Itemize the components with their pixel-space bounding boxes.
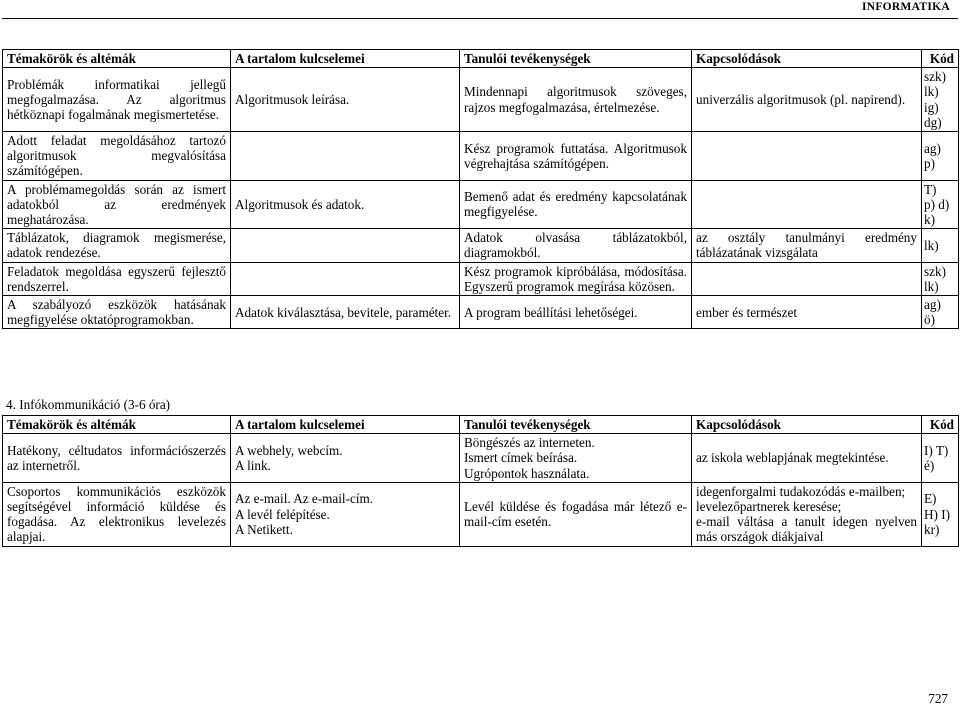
connection-line: levelezőpartnerek keresése; (696, 499, 842, 515)
running-header-title: INFORMATIKA (861, 1, 950, 13)
code-entry: é) (924, 458, 935, 473)
connection-cell (692, 262, 922, 295)
table-row (3, 482, 959, 546)
code-cell (922, 68, 959, 132)
connection-cell: ember és természet (692, 296, 922, 329)
code-entry: lk) (924, 84, 939, 100)
column-header-code: Kód (922, 416, 959, 434)
activity-line: Ugrópontok használata. (464, 465, 590, 481)
header-rule (2, 18, 958, 19)
content-cell (231, 229, 460, 262)
content-line: A webhely, webcím. (235, 442, 343, 458)
column-header-connections: Kapcsolódások (692, 416, 922, 434)
connection-cell: az iskola weblapjának megtekintése. (692, 434, 922, 483)
table-row (3, 229, 959, 262)
code-entry: I) T) (924, 442, 949, 458)
code-entry: p) d) (924, 196, 950, 212)
column-header-topics: Témakörök és altémák (3, 416, 231, 434)
activity-cell: A program beállítási lehetőségei. (460, 296, 692, 329)
table-row (3, 132, 959, 181)
column-header-activities: Tanulói tevékenységek (460, 50, 692, 68)
table-row (3, 68, 959, 132)
topic-cell: Feladatok megoldása egyszerű fejlesztő rendszerrel. (3, 262, 231, 295)
topic-cell: Hatékony, céltudatos információszerzés az internetről. (3, 434, 231, 483)
content-line: Az e-mail. Az e-mail-cím. (235, 491, 374, 507)
code-cell (922, 180, 959, 229)
curriculum-table-infocommunication (2, 415, 959, 547)
column-header-topics: Témakörök és altémák (3, 50, 231, 68)
code-entry: H) I) (924, 506, 950, 522)
column-header-code: Kód (922, 50, 959, 68)
content-cell: Algoritmusok és adatok. (231, 180, 460, 229)
code-entry: E) (924, 491, 937, 507)
content-line: A levél felépítése. (235, 506, 330, 522)
content-cell: Algoritmusok leírása. (231, 68, 460, 132)
content-cell (231, 262, 460, 295)
code-cell (922, 296, 959, 329)
activity-cell: Bemenő adat és eredmény kapcsolatának megfigyelése. (460, 180, 692, 229)
section-title: 4. Infókommunikáció (3-6 óra) (6, 397, 171, 412)
activity-cell: Kész programok futtatása. Algoritmusok végrehajtása számítógépen. (460, 132, 692, 181)
activity-cell: Adatok olvasása táblázatokból, diagramokból. (460, 229, 692, 262)
content-line: A Netikett. (235, 521, 293, 537)
activity-cell: Kész programok kipróbálása, módosítása. Egyszerű programok megírása közösen. (460, 262, 692, 295)
topic-cell: A problémamegoldás során az ismert adatokból az eredmények meghatározása. (3, 180, 231, 229)
column-header-activities: Tanulói tevékenységek (460, 416, 692, 434)
activity-cell: Mindennapi algoritmusok szöveges, rajzos megfogalmazása, értelmezése. (460, 68, 692, 132)
code-entry: T) (924, 181, 937, 197)
table-row (3, 262, 959, 295)
table-row (3, 296, 959, 329)
code-cell (922, 262, 959, 295)
column-header-content: A tartalom kulcselemei (231, 416, 460, 434)
table-header-row (3, 50, 959, 68)
activity-line: Levél küldése és fogadása már létező e-mail-cím esetén. (464, 499, 687, 530)
table-row (3, 434, 959, 483)
activity-cell (460, 482, 692, 546)
code-entry: dg) (924, 114, 942, 130)
connection-line: idegenforgalmi tudakozódás e-mailben; (696, 483, 906, 499)
code-entry: ag) (924, 140, 941, 156)
activity-line: Ismert címek beírása. (464, 450, 578, 466)
code-entry: ag) (924, 297, 941, 313)
content-line: A link. (235, 458, 271, 473)
activity-cell (460, 434, 692, 483)
code-entry: lk) (924, 237, 939, 253)
code-cell (922, 482, 959, 546)
content-cell (231, 434, 460, 483)
connection-cell: az osztály tanulmányi eredmény táblázatának vizsgálata (692, 229, 922, 262)
content-cell (231, 482, 460, 546)
column-header-content: A tartalom kulcselemei (231, 50, 460, 68)
code-entry: szk) (924, 69, 946, 85)
connection-cell (692, 482, 922, 546)
topic-cell: Táblázatok, diagramok megismerése, adatok rendezése. (3, 229, 231, 262)
table-row (3, 180, 959, 229)
code-cell (922, 434, 959, 483)
code-entry: szk) (924, 263, 946, 279)
connection-cell: univerzális algoritmusok (pl. napirend). (692, 68, 922, 132)
column-header-connections: Kapcsolódások (692, 50, 922, 68)
connection-line: e-mail váltása a tanult idegen nyelven más országok diákjaival (696, 514, 917, 545)
topic-cell: Problémák informatikai jellegű megfogalmazása. Az algoritmus hétköznapi fogalmának megismertetése. (3, 68, 231, 132)
topic-cell: Csoportos kommunikációs eszközök segítségével információ küldése és fogadása. Az elektronikus levelezés alapjai. (3, 482, 231, 546)
code-entry: ig) (924, 99, 939, 115)
page-number: 727 (928, 691, 948, 706)
topic-cell: Adott feladat megoldásához tartozó algoritmusok megvalósítása számítógépen. (3, 132, 231, 181)
table-header-row (3, 416, 959, 434)
code-entry: ö) (924, 312, 935, 328)
topic-cell: A szabályozó eszközök hatásának megfigyelése oktatóprogramokban. (3, 296, 231, 329)
code-entry: p) (924, 155, 935, 171)
code-entry: kr) (924, 521, 940, 537)
curriculum-table-algorithms (2, 49, 959, 329)
code-entry: lk) (924, 278, 939, 294)
connection-cell (692, 132, 922, 181)
code-cell (922, 132, 959, 181)
code-entry: k) (924, 212, 935, 228)
content-cell: Adatok kiválasztása, bevitele, paraméter. (231, 296, 460, 329)
content-cell (231, 132, 460, 181)
connection-cell (692, 180, 922, 229)
code-cell (922, 229, 959, 262)
activity-line: Böngészés az interneten. (464, 435, 595, 451)
